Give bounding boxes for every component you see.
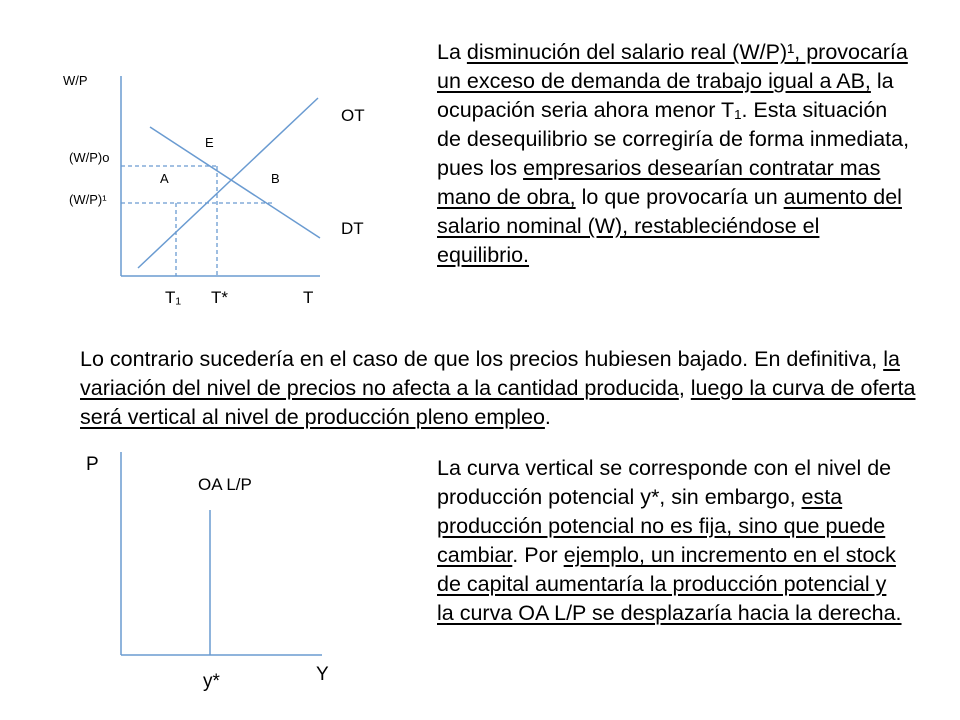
para1-text-2: la ocupación seria ahora menor T₁. Esta situación de desequilibrio se corregiría de forma inmediata, pues los (437, 69, 910, 180)
para2-text-2: , (678, 376, 691, 400)
para2-underlined-2: luego la curva de oferta será vertical al nivel de producción pleno empleo (80, 376, 916, 429)
tstar-tick-label: T* (211, 288, 228, 307)
para3-text-1: La curva vertical se corresponde con el nivel de producción potencial y*, sin embargo, (437, 456, 892, 509)
para3-underlined-2: ejemplo, un incremento en el stock de capital aumentaría la producción potencial y la curva OA L/P se desplazaría hacia la derecha. (437, 543, 902, 625)
wage-1-label: (W/P)¹ (69, 192, 107, 207)
price-axis-label: P (86, 454, 99, 475)
para2-text-3: . (544, 405, 551, 429)
para1-text-1: La (437, 40, 467, 64)
oa-lp-label: OA L/P (198, 475, 252, 494)
labor-demand-label: DT (341, 219, 364, 238)
wage-0-label: (W/P)o (69, 150, 110, 165)
para2-underlined-1: la variación del nivel de precios no afecta a la cantidad producida (80, 347, 900, 400)
point-e-label: E (205, 135, 214, 150)
labor-x-axis-label: T (303, 288, 314, 307)
para1-text-3: lo que provocaría un (575, 185, 784, 209)
t1-tick-label: T₁ (165, 288, 182, 307)
point-b-label: B (271, 171, 280, 186)
point-a-label: A (160, 171, 169, 186)
labor-y-axis-label: W/P (63, 73, 88, 88)
para1-underlined-2: empresarios desearían contratar mas mano de obra, (437, 156, 881, 209)
para1-underlined-3: aumento del salario nominal (W), restableciéndose el equilibrio. (437, 185, 902, 267)
para2-text-1: Lo contrario sucedería en el caso de que los precios hubiesen bajado. En definitiva, (80, 347, 884, 371)
para3-underlined-1: esta producción potencial no es fija, sino que puede cambiar (437, 485, 886, 567)
paragraph-potential-output (437, 454, 907, 628)
labor-supply-label: OT (341, 106, 365, 125)
para1-underlined-1: disminución del salario real (W/P)¹, provocaría un exceso de demanda de trabajo igual a AB, (437, 40, 908, 93)
ystar-tick-label: y* (203, 671, 220, 692)
para3-text-2: . Por (512, 543, 564, 567)
output-axis-label: Y (316, 664, 329, 685)
